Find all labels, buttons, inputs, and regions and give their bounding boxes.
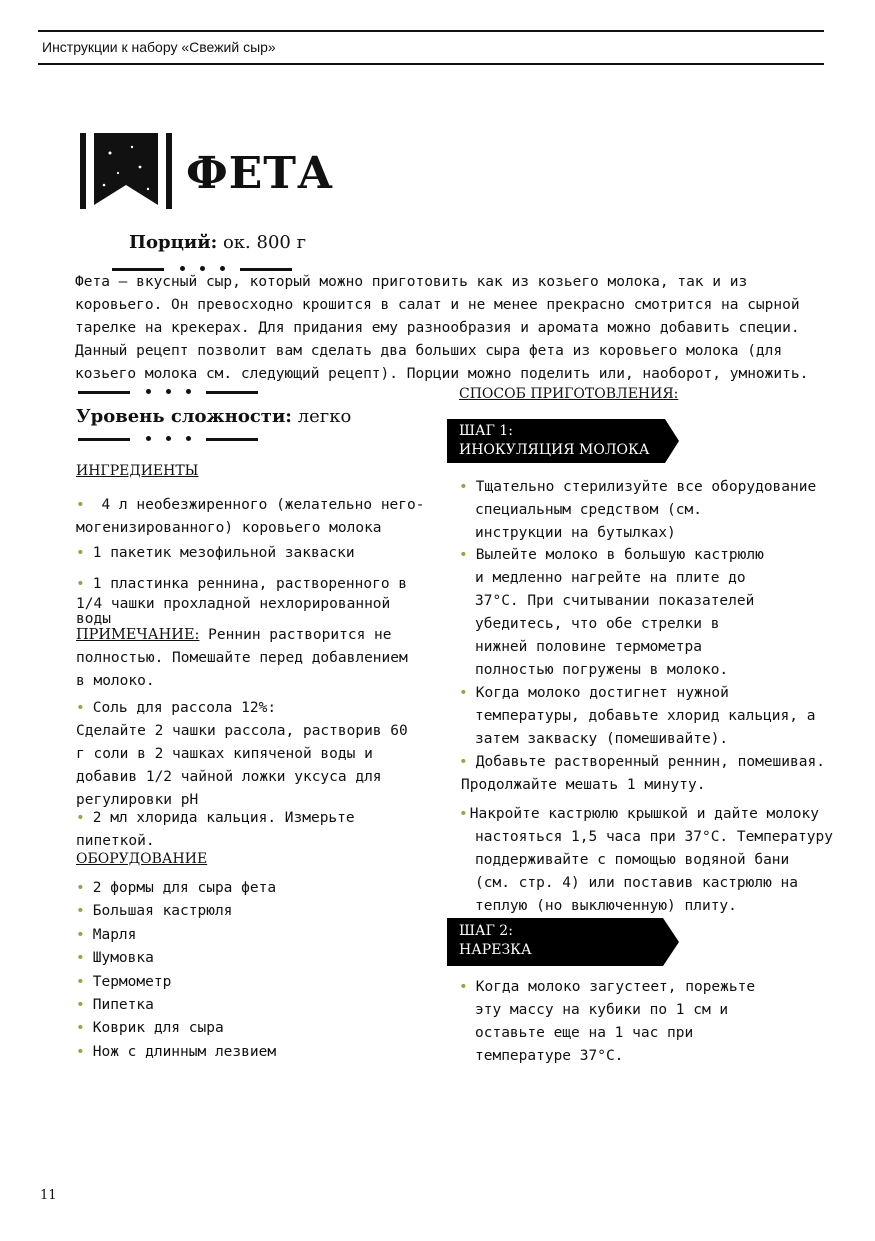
- bookmark-ribbon-icon: [80, 133, 172, 209]
- note-label: ПРИМЕЧАНИЕ:: [76, 627, 200, 643]
- bullet-icon: •: [76, 810, 85, 826]
- step-1-bullet: • Вылейте молоко в большую кастрюлю и медленно нагрейте на плите до 37°С. При считывании показателей убедитесь, что обе стрелки в нижней половине термометра полностью погружены в молоко.: [459, 547, 764, 678]
- list-item: • Марля: [76, 926, 137, 943]
- step-2-title: НАРЕЗКА: [459, 942, 532, 958]
- step-2-number: ШАГ 2:: [459, 923, 513, 939]
- divider-ornament: [78, 433, 258, 445]
- ingredient-salt: • Соль для рассола 12%: Сделайте 2 чашки рассола, растворив 60 г соли в 2 чашках кипяченой воды и добавив 1/2 чайной ложки уксуса для регулировки pH: [76, 700, 408, 808]
- intro-line: Данный рецепт позволит вам сделать два больших сыра фета из коровьего молока (для: [75, 343, 783, 359]
- intro-paragraph: [75, 271, 808, 386]
- list-item: • Шумовка: [76, 950, 154, 967]
- bullet-icon: •: [459, 685, 468, 701]
- bullet-icon: •: [459, 754, 468, 770]
- rennet-note: ПРИМЕЧАНИЕ: Реннин растворится не полностью. Помешайте перед добавлением в молоко.: [76, 627, 408, 689]
- ingredients-heading: ИНГРЕДИЕНТЫ: [76, 463, 199, 479]
- intro-line: тарелке на крекерах. Для придания ему разнообразия и аромата можно добавить специи.: [75, 320, 800, 336]
- bullet-icon: •: [459, 547, 468, 563]
- method-heading: СПОСОБ ПРИГОТОВЛЕНИЯ:: [459, 386, 679, 402]
- step-1-bullet: • Накройте кастрюлю крышкой и дайте молоку настояться 1,5 часа при 37°С. Температуру поддерживайте с помощью водяной бани (см. стр. 4) или поставив кастрюлю на теплую (но выключенную) плиту.: [459, 806, 833, 914]
- page-number: 11: [40, 1188, 57, 1203]
- list-item: • Нож с длинным лезвием: [76, 1043, 277, 1060]
- list-item: • Коврик для сыра: [76, 1020, 224, 1037]
- list-item: • 2 формы для сыра фета: [76, 880, 277, 896]
- bullet-icon: •: [459, 979, 468, 995]
- difficulty-value: легко: [297, 406, 352, 427]
- step-1-bullet: • Тщательно стерилизуйте все оборудование специальным средством (см. инструкции на бутылках): [459, 479, 817, 541]
- ingredient-culture: • 1 пакетик мезофильной закваски: [76, 545, 355, 561]
- intro-line: коровьего. Он превосходно крошится в салат и не менее прекрасно смотрится на сырной: [75, 297, 800, 313]
- equipment-heading: ОБОРУДОВАНИЕ: [76, 851, 208, 867]
- ingredient-milk: • 4 л необезжиренного (желательно него- могенизированного) коровьего молока: [76, 497, 425, 536]
- portions: [129, 232, 306, 253]
- bullet-icon: •: [76, 545, 85, 561]
- intro-line: Фета – вкусный сыр, который можно приготовить как из козьего молока, так и из: [75, 274, 748, 290]
- equipment-list: [76, 877, 276, 1064]
- portions-label: Порций:: [129, 232, 218, 253]
- difficulty-label: Уровень сложности:: [76, 406, 292, 427]
- page-title: ФЕТА: [186, 148, 334, 199]
- ingredient-calcium: • 2 мл хлорида кальция. Измерьте пипеткой.: [76, 810, 355, 849]
- step-1-bullet: • Добавьте растворенный реннин, помешивая. Продолжайте мешать 1 минуту.: [459, 754, 825, 793]
- bullet-icon: •: [459, 479, 468, 495]
- portions-value: ок. 800 г: [222, 232, 307, 253]
- difficulty: [76, 406, 351, 427]
- step-1-title: ИНОКУЛЯЦИЯ МОЛОКА: [459, 442, 650, 458]
- step-1-banner: [447, 419, 679, 463]
- running-header: Инструкции к набору «Свежий сыр»: [42, 39, 276, 55]
- step-1-bullet: • Когда молоко достигнет нужной температуры, добавьте хлорид кальция, а затем закваску (помешивайте).: [459, 685, 816, 747]
- step-2-bullet: • Когда молоко загустеет, порежьте эту массу на кубики по 1 см и оставьте еще на 1 час при температуре 37°С.: [459, 979, 756, 1064]
- bullet-icon: •: [76, 497, 85, 513]
- divider-ornament: [78, 386, 258, 398]
- intro-line: козьего молока см. следующий рецепт). Порции можно поделить или, наоборот, умножить.: [75, 366, 809, 382]
- step-1-number: ШАГ 1:: [459, 423, 513, 439]
- header-rule: [38, 63, 824, 65]
- list-item: • Большая кастрюля: [76, 903, 233, 920]
- list-item: • Пипетка: [76, 997, 154, 1014]
- top-rule: [38, 30, 824, 32]
- bullet-icon: •: [76, 700, 85, 716]
- bullet-icon: •: [459, 806, 468, 822]
- list-item: • Термометр: [76, 973, 172, 990]
- ingredient-rennet: • 1 пластинка реннина, растворенного в 1/4 чашки прохладной нехлорированной воды: [76, 576, 408, 627]
- bullet-icon: •: [76, 576, 85, 592]
- step-2-banner: [447, 918, 679, 962]
